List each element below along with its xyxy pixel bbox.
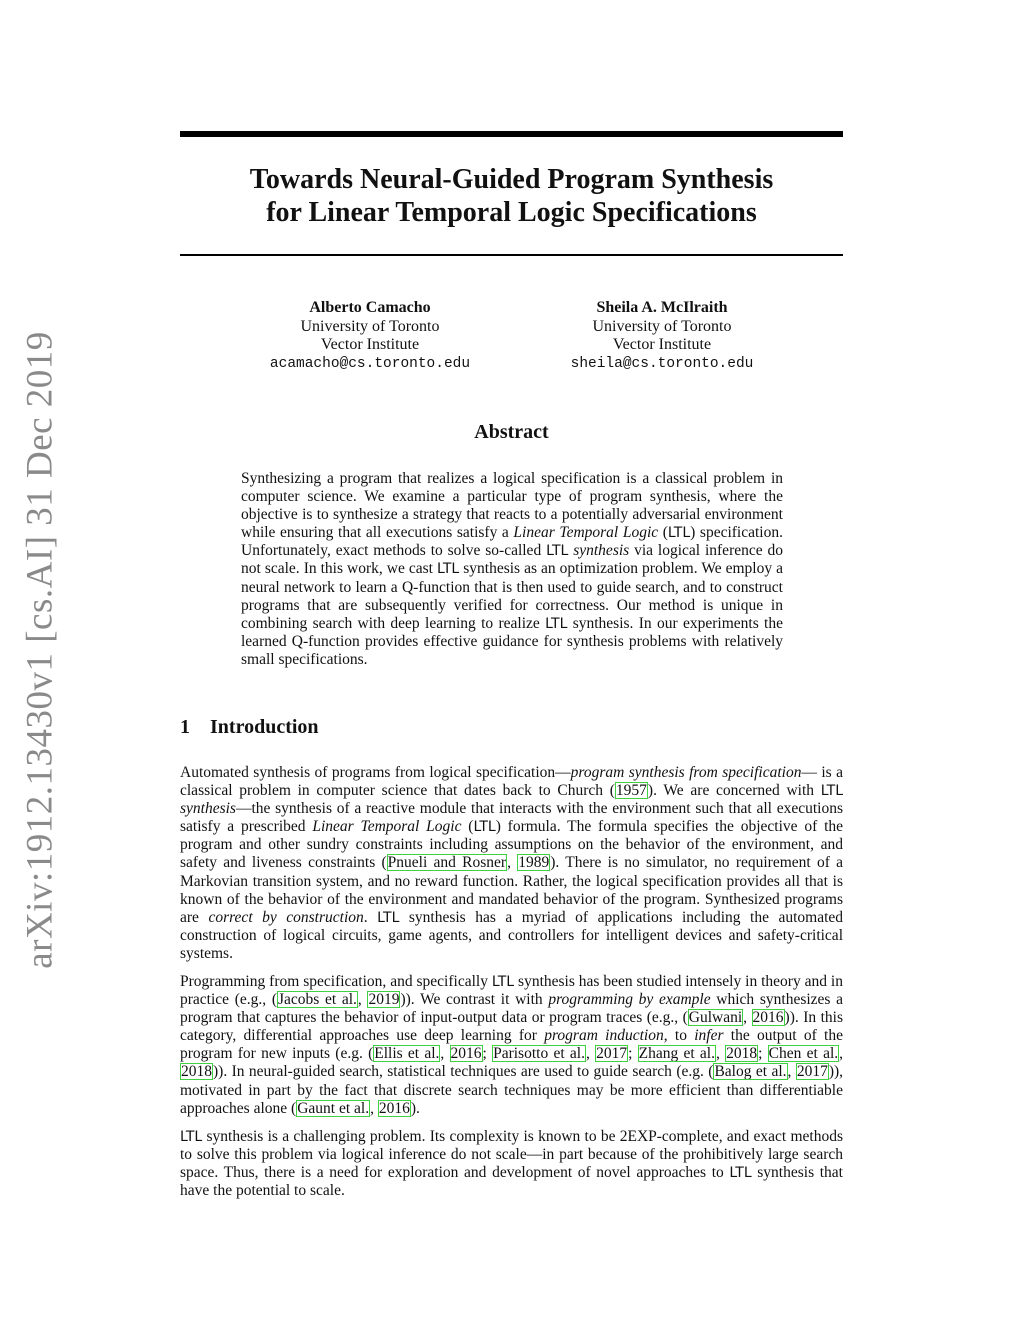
author-affiliation: Vector Institute — [612, 336, 712, 353]
intro-paragraph-2: Programming from specification, and specifically LTL synthesis has been studied intensely in theory and in practice (e.g., (Jacobs et al., 2019)). We contrast it with programming by example which synthesizes a program that captures the behavior of input-output data or program traces (e.g., (Gulwani, 2016)). In this category, differential approaches use deep learning for program induction, to infer the output of the program for new inputs (e.g. (Ellis et al., 2016; Parisotto et al., 2017; Zhang et al., 2018; Chen et al., 2018)). In neural-guided search, statistical techniques are used to guide search (e.g. (Balog et al., 2017)), motivated in part by the fact that discrete search techniques may be more efficient than differentiable approaches alone (Gaunt et al., 2016). — [180, 973, 844, 1117]
citation-link[interactable]: 1989 — [518, 854, 550, 872]
citation-link[interactable]: 2017 — [796, 1063, 828, 1081]
citation-link[interactable]: 2019 — [368, 991, 400, 1009]
citation-link[interactable]: Gaunt et al. — [297, 1099, 370, 1117]
author-affiliation: University of Toronto — [592, 317, 732, 335]
citation-link[interactable]: Gulwani — [688, 1009, 743, 1027]
citation-link[interactable]: Parisotto et al. — [493, 1045, 585, 1063]
section-title: Introduction — [210, 716, 319, 738]
citation-link[interactable]: 2016 — [752, 1009, 784, 1027]
citation-link[interactable]: 2016 — [450, 1045, 482, 1063]
author-name: Alberto Camacho — [309, 299, 431, 316]
title-rule-top — [180, 131, 843, 137]
title-rule-bottom — [180, 254, 843, 256]
author-name: Sheila A. McIlraith — [596, 299, 728, 316]
section-heading-introduction — [180, 716, 319, 739]
arxiv-stamp: arXiv:1912.13430v1 [cs.AI] 31 Dec 2019 — [19, 331, 61, 969]
citation-link[interactable]: Jacobs et al. — [277, 991, 357, 1009]
author-affiliation: Vector Institute — [320, 336, 420, 353]
author-email: sheila@cs.toronto.edu — [570, 355, 754, 372]
author-affiliation: University of Toronto — [300, 317, 440, 335]
title-line-1: Towards Neural-Guided Program Synthesis — [249, 164, 774, 195]
citation-link[interactable]: Pnueli and Rosner — [387, 854, 507, 872]
author-email: acamacho@cs.toronto.edu — [269, 355, 471, 372]
author-block-1 — [210, 299, 530, 373]
citation-link[interactable]: Balog et al. — [714, 1063, 787, 1081]
title-line-2: for Linear Temporal Logic Specifications — [266, 197, 757, 228]
citation-link[interactable]: 2016 — [378, 1099, 410, 1117]
abstract-text: Synthesizing a program that realizes a logical specification is a classical problem in computer science. We examine a particular type of program synthesis, where the objective is to synthesize a strategy that reacts to a potentially adversarial environment while ensuring that all executions satisfy a Linear Temporal Logic (LTL) specification. Unfortunately, exact methods to solve so-called LTL synthesis via logical inference do not scale. In this work, we cast LTL synthesis as an optimization problem. We employ a neural network to learn a Q-function that is then used to guide search, and to construct programs that are subsequently verified for correctness. Our method is unique in combining search with deep learning to realize LTL synthesis. In our experiments the learned Q-function provides effective guidance for synthesis problems with relatively small specifications. — [241, 470, 784, 668]
paper-title — [180, 163, 843, 229]
citation-link[interactable]: 2018 — [181, 1063, 212, 1081]
abstract-heading: Abstract — [474, 421, 549, 443]
citation-link[interactable]: Ellis et al. — [374, 1045, 440, 1063]
section-number: 1 — [180, 716, 190, 738]
citation-link[interactable]: Chen et al. — [768, 1045, 839, 1063]
citation-link[interactable]: 1957 — [615, 782, 647, 800]
citation-link[interactable]: Zhang et al. — [638, 1045, 715, 1063]
intro-paragraph-3: LTL synthesis is a challenging problem. Its complexity is known to be 2EXP-complete, and exact methods to solve this problem via logical inference do not scale—in part because of the prohibitively large search space. Thus, there is a need for exploration and development of novel approaches to LTL synthesis that have the potential to scale. — [180, 1128, 843, 1200]
citation-link[interactable]: 2018 — [726, 1045, 758, 1063]
author-block-2 — [502, 299, 822, 373]
intro-paragraph-1: Automated synthesis of programs from logical specification—program synthesis from specification— is a classical problem in computer science that dates back to Church (1957). We are concerned with LTL synthesis—the synthesis of a reactive module that interacts with the environment such that all executions satisfy a prescribed Linear Temporal Logic (LTL) formula. The formula specifies the objective of the program and other sundry constraints including assumptions on the behavior of the environment, and safety and liveness constraints (Pnueli and Rosner, 1989). There is no simulator, no requirement of a Markovian transition system, and no reward function. Rather, the logical specification provides all that is known of the behavior of the environment and mandated behavior of the program. Synthesized programs are correct by construction. LTL synthesis has a myriad of applications including the automated construction of logical circuits, game agents, and controllers for intelligent devices and safety-critical systems. — [180, 764, 844, 962]
citation-link[interactable]: 2017 — [596, 1045, 628, 1063]
